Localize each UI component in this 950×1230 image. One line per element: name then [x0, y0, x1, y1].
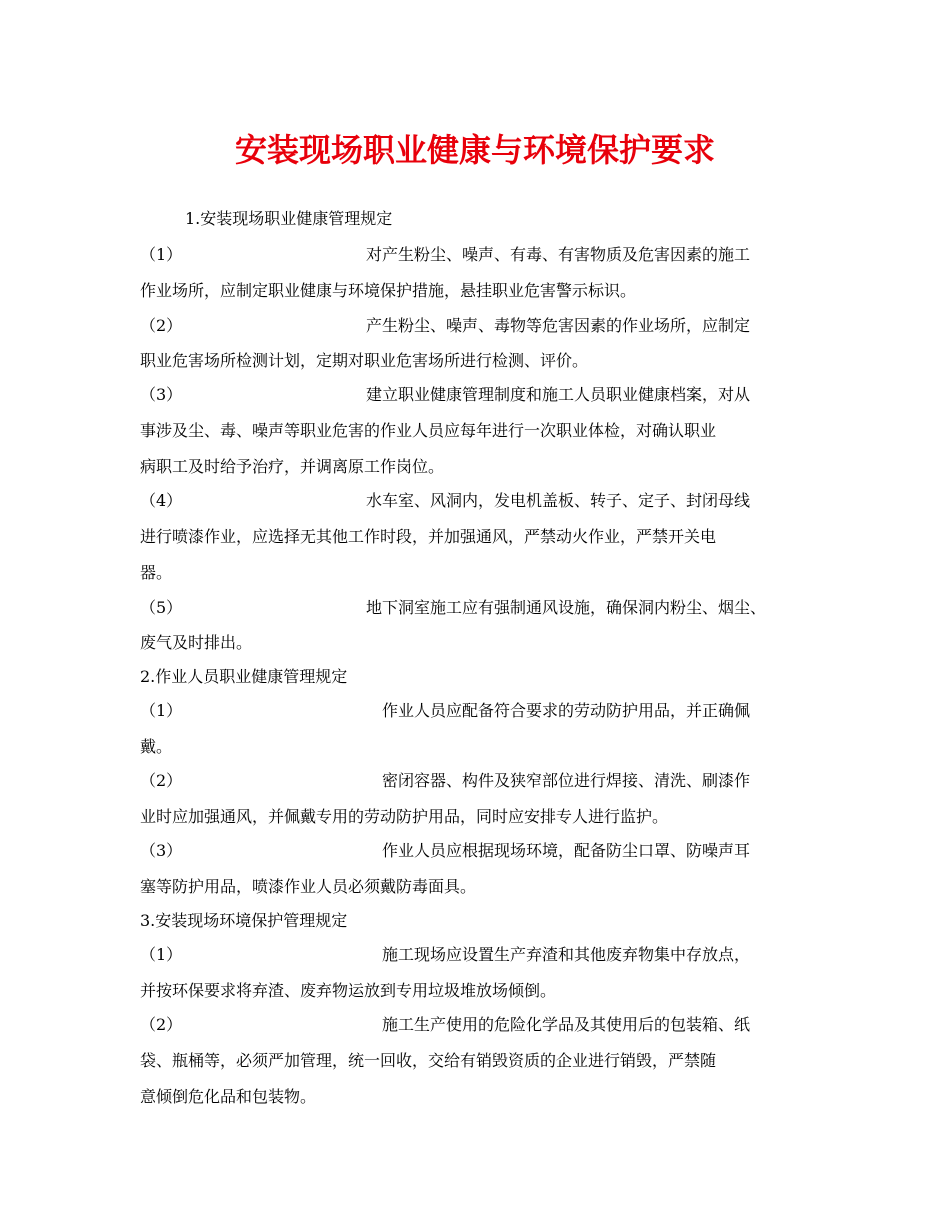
paragraph-line: 作业场所，应制定职业健康与环境保护措施，悬挂职业危害警示标识。: [140, 281, 637, 300]
paragraph-line: 袋、瓶桶等，必须严加管理，统一回收，交给有销毁资质的企业进行销毁，严禁随: [140, 1051, 717, 1070]
section-heading: 3.安装现场环境保护管理规定: [140, 911, 348, 930]
item-number: （2）: [140, 1015, 183, 1034]
paragraph-line: 作业人员应根据现场环境，配备防尘口罩、防噪声耳: [382, 841, 751, 860]
item-number: （5）: [140, 598, 183, 617]
paragraph-line: 产生粉尘、噪声、毒物等危害因素的作业场所，应制定: [366, 316, 751, 335]
paragraph-line: 业时应加强通风，并佩戴专用的劳动防护用品，同时应安排专人进行监护。: [140, 807, 669, 826]
paragraph-line: 戴。: [140, 737, 173, 756]
section-heading: 2.作业人员职业健康管理规定: [140, 667, 348, 686]
paragraph-line: 施工生产使用的危险化学品及其使用后的包装箱、纸: [382, 1015, 751, 1034]
paragraph-line: 职业危害场所检测计划，定期对职业危害场所进行检测、评价。: [140, 351, 589, 370]
paragraph-line: 对产生粉尘、噪声、有毒、有害物质及危害因素的施工: [366, 245, 751, 264]
paragraph-line: 密闭容器、构件及狭窄部位进行焊接、清洗、刷漆作: [382, 771, 751, 790]
item-number: （1）: [140, 945, 183, 964]
paragraph-line: 施工现场应设置生产弃渣和其他废弃物集中存放点，: [382, 945, 751, 964]
paragraph-line: 病职工及时给予治疗，并调离原工作岗位。: [140, 457, 445, 476]
paragraph-line: 建立职业健康管理制度和施工人员职业健康档案，对从: [366, 385, 751, 404]
paragraph-line: 废气及时排出。: [140, 633, 253, 652]
paragraph-line: 事涉及尘、毒、噪声等职业危害的作业人员应每年进行一次职业体检，对确认职业: [140, 421, 717, 440]
item-number: （1）: [140, 701, 183, 720]
paragraph-line: 作业人员应配备符合要求的劳动防护用品，并正确佩: [382, 701, 751, 720]
item-number: （2）: [140, 316, 183, 335]
document-title: 安装现场职业健康与环境保护要求: [234, 131, 715, 169]
paragraph-line: 水车室、风洞内，发电机盖板、转子、定子、封闭母线: [366, 491, 751, 510]
item-number: （4）: [140, 491, 183, 510]
paragraph-line: 器。: [140, 563, 173, 582]
item-number: （3）: [140, 841, 183, 860]
item-number: （3）: [140, 385, 183, 404]
paragraph-line: 意倾倒危化品和包装物。: [140, 1087, 317, 1106]
paragraph-line: 并按环保要求将弃渣、废弃物运放到专用垃圾堆放场倾倒。: [140, 981, 557, 1000]
paragraph-line: 塞等防护用品，喷漆作业人员必须戴防毒面具。: [140, 877, 477, 896]
paragraph-line: 地下洞室施工应有强制通风设施，确保洞内粉尘、烟尘、: [366, 598, 767, 617]
section-heading: 1.安装现场职业健康管理规定: [185, 209, 393, 228]
item-number: （2）: [140, 771, 183, 790]
paragraph-line: 进行喷漆作业，应选择无其他工作时段，并加强通风，严禁动火作业，严禁开关电: [140, 527, 717, 546]
item-number: （1）: [140, 245, 183, 264]
